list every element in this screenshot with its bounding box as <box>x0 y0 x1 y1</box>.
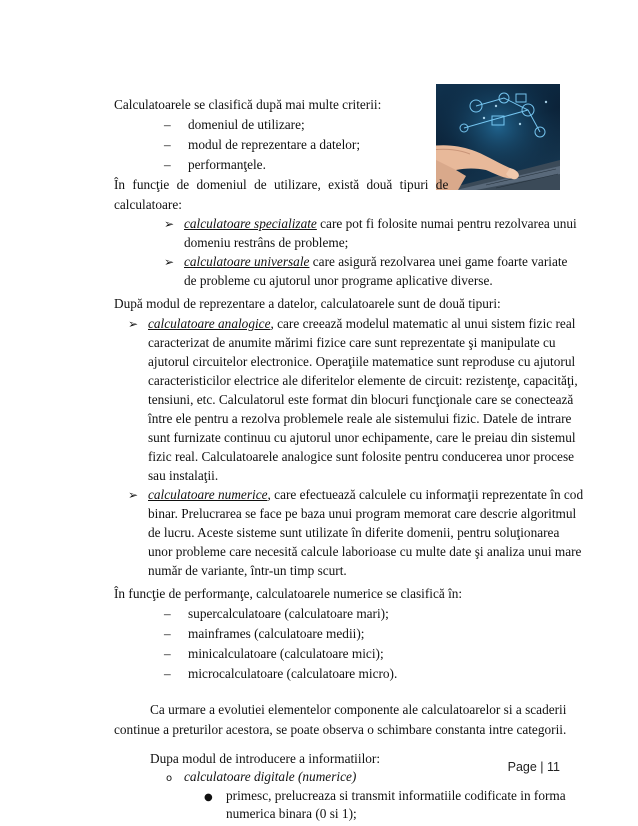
laptop-photo-illustration <box>436 84 560 190</box>
usage-type-universal-cont: de probleme cu ajutorul unor programe aplicative diverse. <box>184 273 493 288</box>
digital-title: o calculatoare digitale (numerice) <box>166 768 356 788</box>
evolution-line-2: continue a preturilor acestora, se poate observa o schimbare constanta intre categorii. <box>114 722 567 737</box>
usage-intro-line-2: calculatoare: <box>114 197 182 212</box>
analog-line-2: caracterizat de anumite mărimi fizice care sunt reprezentate şi manipulate cu <box>148 335 556 350</box>
dash-bullet-icon: – <box>164 157 171 172</box>
disc-bullet-icon: ● <box>204 792 213 803</box>
analog-line-3: ajutorul circuitelor electronice. Operaţiile matematice sunt reproduse cu ajutorul <box>148 354 576 369</box>
usage-type-specialized-cont: domeniu restrâns de probleme; <box>184 235 349 250</box>
input-intro: Dupa modul de introducere a informatiilor: <box>150 751 381 766</box>
dash-bullet-icon: – <box>164 666 171 681</box>
criteria-item-3: – performanţele. <box>164 157 266 172</box>
numeric-line-4: unor probleme care necesită calcule laborioase cu multe date şi analiza unui mare <box>148 544 582 559</box>
arrow-bullet-icon: ➢ <box>164 217 175 231</box>
evolution-line-1: Ca urmare a evolutiei elementelor componente ale calculatoarelor si a scaderii <box>150 702 567 717</box>
numeric-item: ➢ calculatoare numerice, care efectuează calculele cu informaţii reprezentate în cod <box>128 487 584 502</box>
dash-bullet-icon: – <box>164 137 171 152</box>
dash-bullet-icon: – <box>164 117 171 132</box>
digital-item-1: ● primesc, prelucreaza si transmit informatiile codificate in forma <box>204 787 566 807</box>
numeric-line-3: de lucru. Aceste sisteme sunt utilizate în diferite domenii, pentru soluţionarea <box>148 525 560 540</box>
usage-type-specialized: ➢ calculatoare specializate care pot fi folosite numai pentru rezolvarea unui <box>164 216 577 231</box>
arrow-bullet-icon: ➢ <box>128 488 139 502</box>
circle-bullet-icon: o <box>166 773 173 784</box>
dash-bullet-icon: – <box>164 606 171 621</box>
criteria-item-2: – modul de reprezentare a datelor; <box>164 137 361 152</box>
numeric-line-5: număr de variante, într-un timp scurt. <box>148 563 347 578</box>
perf-intro: În funcţie de performanţe, calculatoarele numerice se clasifică în: <box>114 586 463 601</box>
perf-item-3: – minicalculatoare (calculatoare mici); <box>164 646 384 661</box>
analog-line-7: sunt furnizate continuu cu ajutorul unor echipamente, care le preiau din sistemul <box>148 430 576 445</box>
analog-line-9: sau instalaţii. <box>148 468 219 483</box>
digital-item-2: numerica binara (0 si 1); <box>226 806 357 821</box>
arrow-bullet-icon: ➢ <box>128 317 139 331</box>
analog-line-4: caracteristicilor electrice ale diferitelor elemente de circuit: rezistenţe, capacităţi, <box>148 373 578 388</box>
perf-item-2: – mainframes (calculatoare medii); <box>164 626 365 641</box>
intro-text: Calculatoarele se clasifică după mai multe criterii: <box>114 97 382 112</box>
analog-line-6: între ele pentru a rezolva problemele reale ale sistemului fizic. Datele de intrare <box>148 411 572 426</box>
perf-item-1: – supercalculatoare (calculatoare mari); <box>164 606 389 621</box>
numeric-line-2: binar. Prelucrarea se face pe baza unui program memorat care descrie algoritmul <box>148 506 577 521</box>
laptop-touch-photo <box>436 84 560 190</box>
analog-line-8: fizic real. Calculatoarele analogice sunt folosite pentru conducerea unor procese <box>148 449 575 464</box>
dash-bullet-icon: – <box>164 626 171 641</box>
usage-intro-line-1: În funcţie de domeniul de utilizare, există două tipuri de <box>114 177 449 192</box>
analog-line-5: tensiuni, etc. Calculatorul este format din blocuri funcţionale care se conectează <box>148 392 574 407</box>
arrow-bullet-icon: ➢ <box>164 255 175 269</box>
page-number: Page | 11 <box>507 760 560 774</box>
repr-intro: După modul de reprezentare a datelor, calculatoarele sunt de două tipuri: <box>114 296 501 311</box>
criteria-item-1: – domeniul de utilizare; <box>164 117 305 132</box>
dash-bullet-icon: – <box>164 646 171 661</box>
analog-item: ➢ calculatoare analogice, care creează modelul matematic al unui sistem fizic real <box>128 316 576 331</box>
perf-item-4: – microcalculatoare (calculatoare micro). <box>164 666 398 681</box>
usage-type-universal: ➢ calculatoare universale care asigură rezolvarea unei game foarte variate <box>164 254 568 269</box>
